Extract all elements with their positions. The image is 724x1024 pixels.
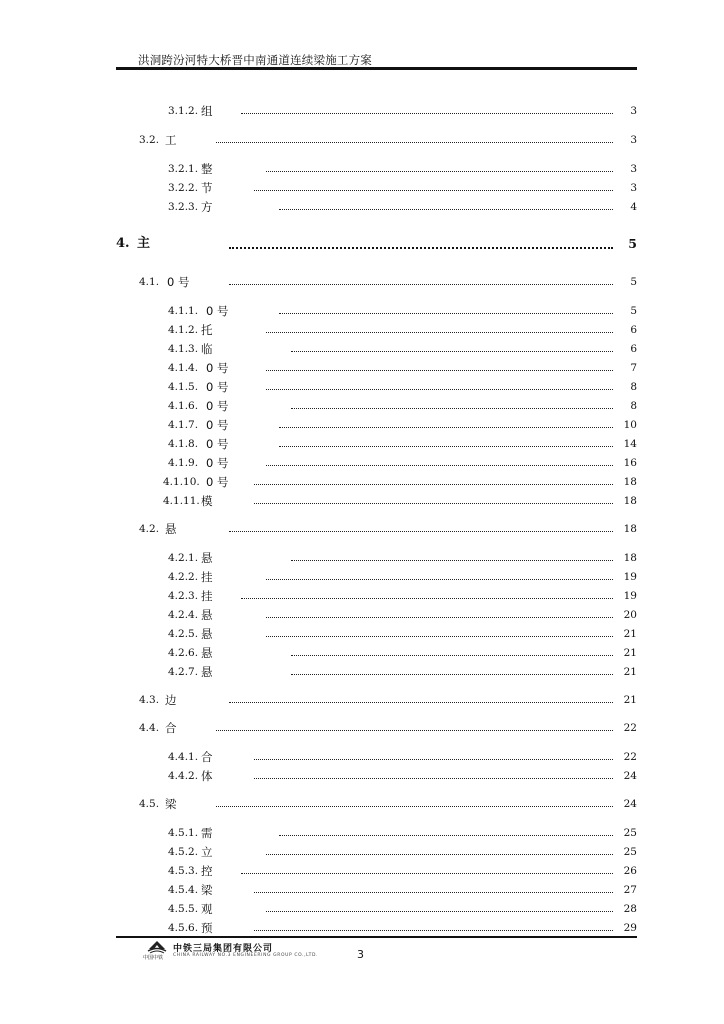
toc-entry[interactable]: [0, 521, 724, 537]
toc-entry-title: 0 号: [206, 304, 229, 318]
toc-entry-page: 3: [630, 105, 637, 117]
toc-entry-page: 24: [623, 798, 637, 810]
toc-entry-page: 18: [623, 476, 637, 488]
toc-entry-number: 4.1.1.: [168, 305, 199, 317]
toc-entry-page: 29: [623, 922, 637, 934]
toc-entry-page: 22: [623, 722, 637, 734]
toc-entry-page: 28: [623, 903, 637, 915]
toc-entry[interactable]: [0, 569, 724, 585]
toc-entry-title: 边: [165, 693, 177, 707]
toc-entry-number: 4.1.: [139, 276, 160, 288]
toc-entry-number: 4.5.2.: [168, 846, 199, 858]
toc-entry-title: 0 号: [206, 399, 229, 413]
toc-entry[interactable]: [0, 341, 724, 357]
toc-dot-leader: [216, 730, 613, 731]
toc-entry-title: 悬: [165, 522, 177, 536]
toc-entry-title: 模: [201, 494, 213, 508]
toc-entry-title: 0 号: [206, 418, 229, 432]
toc-entry-title: 主: [137, 236, 151, 251]
toc-entry-title: 方: [201, 200, 213, 214]
toc-entry[interactable]: [0, 901, 724, 917]
header-rule: [116, 67, 637, 70]
toc-entry-page: 3: [630, 134, 637, 146]
footer-company-name-en: CHINA RAILWAY NO.3 ENGINEERING GROUP CO.,LTD.: [173, 953, 319, 958]
toc-entry-page: 7: [630, 362, 637, 374]
toc-entry[interactable]: [0, 844, 724, 860]
toc-entry-page: 8: [630, 381, 637, 393]
toc-entry-title: 0 号: [206, 437, 229, 451]
toc-entry[interactable]: [0, 796, 724, 812]
toc-dot-leader: [266, 171, 613, 172]
toc-entry-number: 3.1.2.: [168, 105, 199, 117]
toc-entry[interactable]: [0, 274, 724, 290]
toc-entry-title: 节: [201, 181, 213, 195]
toc-dot-leader: [266, 617, 613, 618]
toc-entry[interactable]: [0, 550, 724, 566]
toc-dot-leader: [241, 113, 613, 114]
toc-entry-page: 25: [623, 846, 637, 858]
toc-entry-number: 4.5.: [139, 798, 160, 810]
toc-entry-title: 合: [165, 721, 177, 735]
toc-dot-leader: [229, 247, 613, 249]
toc-entry[interactable]: [0, 417, 724, 433]
toc-entry[interactable]: [0, 379, 724, 395]
toc-entry-number: 4.2.5.: [168, 628, 199, 640]
toc-entry-title: 悬: [201, 627, 213, 641]
toc-dot-leader: [279, 427, 613, 428]
toc-entry[interactable]: [0, 768, 724, 784]
toc-dot-leader: [279, 446, 613, 447]
toc-entry-number: 4.2.: [139, 523, 160, 535]
footer-rule: [116, 936, 637, 938]
toc-entry[interactable]: [0, 607, 724, 623]
toc-dot-leader: [229, 702, 613, 703]
toc-entry-page: 5: [630, 276, 637, 288]
toc-entry-title: 悬: [201, 551, 213, 565]
toc-dot-leader: [291, 560, 613, 561]
toc-entry-title: 组: [201, 104, 213, 118]
toc-entry-title: 悬: [201, 608, 213, 622]
toc-entry-number: 4.1.6.: [168, 400, 199, 412]
toc-entry-number: 4.4.1.: [168, 751, 199, 763]
footer-company-name: 中铁三局集团有限公司: [173, 944, 274, 954]
toc-entry[interactable]: [0, 474, 724, 490]
toc-entry[interactable]: [0, 863, 724, 879]
toc-entry-number: 4.1.3.: [168, 343, 199, 355]
toc-entry-page: 27: [623, 884, 637, 896]
toc-entry[interactable]: [0, 303, 724, 319]
toc-entry-page: 19: [623, 571, 637, 583]
toc-entry-number: 4.2.4.: [168, 609, 199, 621]
toc-entry[interactable]: [0, 103, 724, 119]
toc-entry-title: 工: [165, 133, 177, 147]
toc-entry-number: 4.1.11.: [163, 495, 200, 507]
toc-entry-number: 4.1.9.: [168, 457, 199, 469]
toc-dot-leader: [266, 854, 613, 855]
toc-entry-title: 悬: [201, 665, 213, 679]
toc-entry-title: 控: [201, 864, 213, 878]
toc-dot-leader: [266, 389, 613, 390]
toc-entry-number: 4.1.2.: [168, 324, 199, 336]
toc-entry[interactable]: [0, 588, 724, 604]
toc-entry[interactable]: [0, 398, 724, 414]
toc-entry[interactable]: [0, 645, 724, 661]
toc-entry[interactable]: [0, 322, 724, 338]
toc-entry-page: 21: [623, 694, 637, 706]
toc-entry-title: 合: [201, 750, 213, 764]
toc-entry-number: 4.1.4.: [168, 362, 199, 374]
toc-entry-number: 4.5.3.: [168, 865, 199, 877]
toc-dot-leader: [254, 484, 613, 485]
toc-entry[interactable]: [0, 692, 724, 708]
toc-entry[interactable]: [0, 161, 724, 177]
toc-entry-number: 4.: [116, 236, 130, 251]
toc-entry-number: 4.5.1.: [168, 827, 199, 839]
toc-entry-page: 6: [630, 324, 637, 336]
toc-entry-title: 0 号: [167, 275, 190, 289]
toc-entry-number: 4.2.7.: [168, 666, 199, 678]
toc-entry-title: 预: [201, 921, 213, 935]
toc-dot-leader: [241, 873, 613, 874]
toc-entry[interactable]: [0, 199, 724, 215]
toc-entry-number: 4.2.6.: [168, 647, 199, 659]
toc-entry-title: 悬: [201, 646, 213, 660]
toc-entry-title: 0 号: [206, 475, 229, 489]
toc-entry-number: 4.4.2.: [168, 770, 199, 782]
toc-entry-number: 4.1.7.: [168, 419, 199, 431]
toc-dot-leader: [266, 579, 613, 580]
toc-entry-page: 22: [623, 751, 637, 763]
toc-entry-number: 4.4.: [139, 722, 160, 734]
toc-dot-leader: [291, 351, 613, 352]
toc-entry[interactable]: [0, 920, 724, 936]
toc-entry-title: 体: [201, 769, 213, 783]
toc-entry-page: 19: [623, 590, 637, 602]
toc-entry-number: 3.2.3.: [168, 201, 199, 213]
company-logo-icon: [146, 940, 168, 954]
toc-entry-page: 21: [623, 628, 637, 640]
toc-entry-page: 14: [623, 438, 637, 450]
logo-caption: 中国中铁: [143, 955, 164, 961]
toc-dot-leader: [279, 835, 613, 836]
toc-entry[interactable]: [0, 180, 724, 196]
toc-entry-number: 4.1.10.: [163, 476, 200, 488]
toc-dot-leader: [229, 284, 613, 285]
toc-entry-number: 4.2.1.: [168, 552, 199, 564]
toc-entry-page: 26: [623, 865, 637, 877]
toc-entry-page: 25: [623, 827, 637, 839]
toc-dot-leader: [266, 911, 613, 912]
toc-entry-title: 立: [201, 845, 213, 859]
toc-entry-page: 21: [623, 647, 637, 659]
toc-entry-title: 需: [201, 826, 213, 840]
toc-dot-leader: [266, 370, 613, 371]
toc-entry-title: 挂: [201, 589, 213, 603]
toc-entry-page: 10: [623, 419, 637, 431]
toc-entry-page: 18: [623, 495, 637, 507]
toc-entry-page: 18: [623, 523, 637, 535]
toc-dot-leader: [241, 598, 613, 599]
toc-dot-leader: [254, 778, 613, 779]
toc-dot-leader: [291, 408, 613, 409]
toc-entry-page: 5: [628, 236, 637, 251]
toc-entry[interactable]: [0, 720, 724, 736]
toc-entry[interactable]: [0, 825, 724, 841]
toc-entry-page: 21: [623, 666, 637, 678]
toc-entry-number: 3.2.1.: [168, 163, 199, 175]
toc-entry-title: 0 号: [206, 380, 229, 394]
toc-entry-number: 4.2.3.: [168, 590, 199, 602]
toc-entry-title: 梁: [201, 883, 213, 897]
toc-dot-leader: [254, 930, 613, 931]
toc-entry-number: 4.1.5.: [168, 381, 199, 393]
toc-dot-leader: [254, 190, 613, 191]
page-number: 3: [357, 948, 364, 961]
toc-entry-number: 4.5.5.: [168, 903, 199, 915]
toc-entry-page: 8: [630, 400, 637, 412]
toc-entry[interactable]: [0, 749, 724, 765]
toc-entry[interactable]: [0, 360, 724, 376]
toc-dot-leader: [291, 674, 613, 675]
toc-entry-page: 24: [623, 770, 637, 782]
toc-entry-page: 4: [630, 201, 637, 213]
toc-dot-leader: [216, 142, 613, 143]
toc-dot-leader: [254, 759, 613, 760]
toc-dot-leader: [266, 465, 613, 466]
toc-entry-page: 3: [630, 182, 637, 194]
toc-entry[interactable]: [0, 493, 724, 509]
toc-entry-number: 4.5.4.: [168, 884, 199, 896]
toc-entry-page: 20: [623, 609, 637, 621]
toc-entry[interactable]: [0, 236, 724, 252]
toc-dot-leader: [266, 332, 613, 333]
toc-entry-number: 4.2.2.: [168, 571, 199, 583]
toc-dot-leader: [254, 503, 613, 504]
toc-entry-title: 0 号: [206, 456, 229, 470]
toc-entry[interactable]: [0, 882, 724, 898]
toc-entry[interactable]: [0, 132, 724, 148]
toc-dot-leader: [291, 655, 613, 656]
toc-entry[interactable]: [0, 436, 724, 452]
toc-dot-leader: [279, 313, 613, 314]
toc-entry-title: 挂: [201, 570, 213, 584]
toc-entry-number: 4.1.8.: [168, 438, 199, 450]
toc-entry-page: 5: [630, 305, 637, 317]
toc-dot-leader: [279, 209, 613, 210]
toc-entry-page: 3: [630, 163, 637, 175]
toc-entry[interactable]: [0, 664, 724, 680]
toc-entry-title: 0 号: [206, 361, 229, 375]
toc-entry-number: 4.5.6.: [168, 922, 199, 934]
toc-dot-leader: [216, 806, 613, 807]
toc-dot-leader: [266, 636, 613, 637]
toc-entry-page: 16: [623, 457, 637, 469]
toc-entry-title: 托: [201, 323, 213, 337]
toc-entry-page: 6: [630, 343, 637, 355]
toc-entry[interactable]: [0, 455, 724, 471]
toc-entry[interactable]: [0, 626, 724, 642]
toc-entry-number: 3.2.2.: [168, 182, 199, 194]
toc-dot-leader: [254, 892, 613, 893]
toc-entry-title: 梁: [165, 797, 177, 811]
toc-entry-title: 整: [201, 162, 213, 176]
toc-entry-title: 观: [201, 902, 213, 916]
document-header-title: 洪洞跨汾河特大桥晋中南通道连续梁施工方案: [138, 53, 372, 67]
toc-entry-page: 18: [623, 552, 637, 564]
toc-entry-title: 临: [201, 342, 213, 356]
toc-entry-number: 4.3.: [139, 694, 160, 706]
toc-entry-number: 3.2.: [139, 134, 160, 146]
toc-dot-leader: [229, 531, 613, 532]
